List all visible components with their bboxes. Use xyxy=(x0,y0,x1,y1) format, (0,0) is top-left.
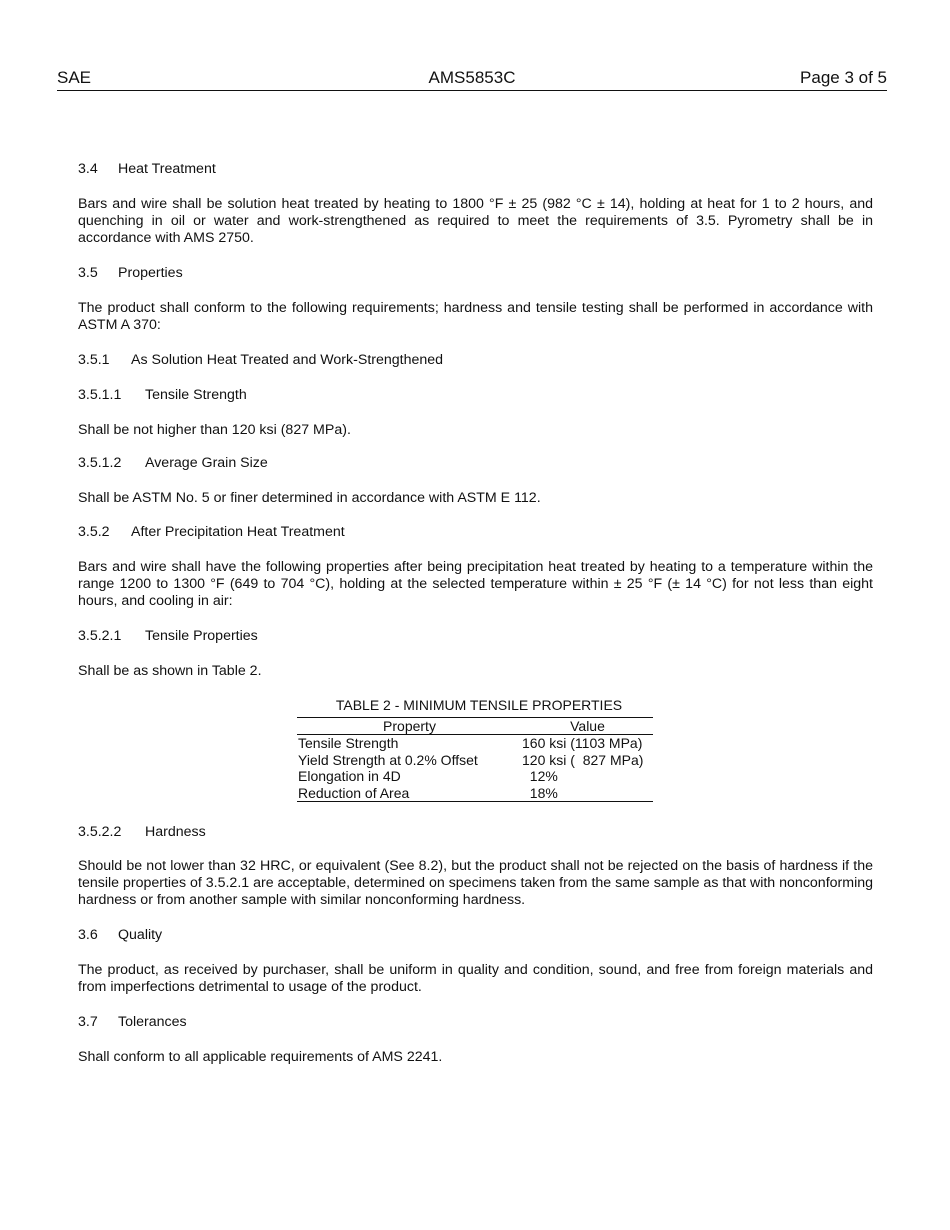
section-heading-3-5-1-1: 3.5.1.1 Tensile Strength xyxy=(78,387,247,403)
cell-property: Reduction of Area xyxy=(297,785,522,802)
cell-value: 18% xyxy=(522,785,653,802)
cell-value: 120 ksi ( 827 MPa) xyxy=(522,751,644,768)
cell-value: 12% xyxy=(522,768,558,784)
header-doc-number: AMS5853C xyxy=(428,68,516,87)
paragraph-3-5-2-1: Shall be as shown in Table 2. xyxy=(78,663,262,679)
cell-property: Yield Strength at 0.2% Offset xyxy=(298,751,478,768)
section-heading-3-5-1: 3.5.1 As Solution Heat Treated and Work-Strengthened xyxy=(78,352,444,368)
section-heading-3-5-2-1: 3.5.2.1 Tensile Properties xyxy=(78,628,258,644)
table-row xyxy=(297,785,653,802)
cell-value: 160 ksi (1103 MPa) xyxy=(522,735,643,751)
column-header-value: Value xyxy=(522,718,653,735)
header-page-number: Page 3 of 5 xyxy=(800,68,887,87)
section-heading-3-6: 3.6 Quality xyxy=(78,927,163,943)
table-title: TABLE 2 - MINIMUM TENSILE PROPERTIES xyxy=(335,697,623,713)
paragraph-3-4: Bars and wire shall be solution heat treated by heating to 1800 °F ± 25 (982 °C ± 14), holding at heat for 1 to 2 hours, and quenching in oil or water and work-strengthened as required to meet the requirements of 3.5. Pyrometry shall be in accordance with AMS 2750. xyxy=(78,196,873,246)
table-row xyxy=(297,735,653,752)
section-heading-3-4: 3.4 Heat Treatment xyxy=(78,161,216,177)
header-org: SAE xyxy=(57,68,92,87)
paragraph-3-5-1-2: Shall be ASTM No. 5 or finer determined in accordance with ASTM E 112. xyxy=(78,490,541,506)
section-heading-3-5: 3.5 Properties xyxy=(78,265,183,281)
section-heading-3-7: 3.7 Tolerances xyxy=(78,1014,187,1030)
paragraph-3-5-1-1: Shall be not higher than 120 ksi (827 MPa). xyxy=(78,422,351,438)
column-header-property: Property xyxy=(297,718,522,735)
table-2 xyxy=(297,697,653,802)
tensile-properties-table xyxy=(297,717,653,802)
table-row xyxy=(297,768,653,785)
paragraph-3-5-2: Bars and wire shall have the following properties after being precipitation heat treated by heating to a temperature within the range 1200 to 1300 °F (649 to 704 °C), holding at the selected temperature within ± 25 °F (± 14 °C) for not less than eight hours, and cooling in air: xyxy=(78,559,873,609)
paragraph-3-6: The product, as received by purchaser, shall be uniform in quality and condition, sound, and free from foreign materials and from imperfections detrimental to usage of the product. xyxy=(78,962,873,995)
paragraph-3-5-2-2: Should be not lower than 32 HRC, or equivalent (See 8.2), but the product shall not be rejected on the basis of hardness if the tensile properties of 3.5.2.1 are acceptable, determined on specimens taken from the same sample as that with nonconforming hardness or from another sample with similar nonconforming hardness. xyxy=(78,858,873,908)
section-heading-3-5-2: 3.5.2 After Precipitation Heat Treatment xyxy=(78,524,345,540)
page-header xyxy=(57,68,887,91)
section-heading-3-5-1-2: 3.5.1.2 Average Grain Size xyxy=(78,455,268,471)
paragraph-3-7: Shall conform to all applicable requirements of AMS 2241. xyxy=(78,1049,443,1065)
cell-property: Elongation in 4D xyxy=(298,768,401,784)
section-heading-3-5-2-2: 3.5.2.2 Hardness xyxy=(78,824,206,840)
cell-property: Tensile Strength xyxy=(298,735,399,751)
table-row xyxy=(297,752,653,769)
table-header-row xyxy=(297,718,653,735)
paragraph-3-5: The product shall conform to the following requirements; hardness and tensile testing shall be performed in accordance with ASTM A 370: xyxy=(78,300,873,333)
